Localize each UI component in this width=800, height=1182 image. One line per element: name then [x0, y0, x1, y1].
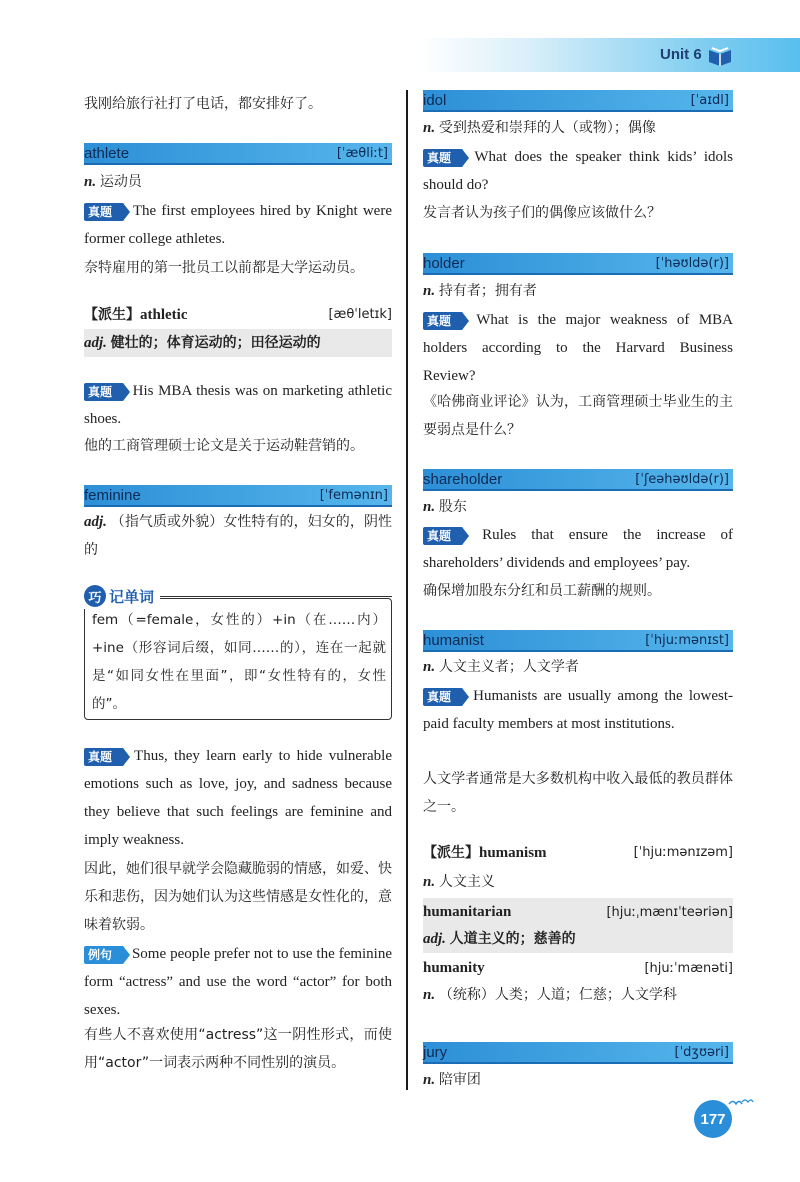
entry-bar-humanist — [423, 630, 733, 652]
meaning: 股东 — [438, 499, 467, 515]
derivative-definition — [84, 329, 392, 357]
headword: feminine — [84, 486, 141, 504]
phonetic: [ˈæθliːt] — [336, 145, 388, 161]
example — [84, 377, 392, 433]
derivative-row — [423, 838, 733, 866]
meaning: 陪审团 — [438, 1072, 481, 1088]
example-cn: 《哈佛商业评论》认为，工商管理硕士毕业生的主要弱点是什么？ — [423, 394, 733, 438]
exam-tag: 真题 — [84, 748, 124, 766]
memo-title-text: 记单词 — [109, 587, 155, 606]
headword: shareholder — [423, 470, 503, 488]
unit-label: Unit 6 — [660, 46, 702, 63]
derivative-phonetic: [hjuːˌmænɪˈteəriən] — [606, 904, 733, 920]
memo-text: fem（=female，女性的）+in（在……内）+ine（形容词后缀，如同……的），连在一起就是“如同女性在里面”，即“女性特有的，女性的”。 — [92, 612, 386, 712]
derivative-tag: 【派生】 — [423, 845, 479, 861]
example-cn: 确保增加股东分红和员工薪酬的规则。 — [423, 583, 661, 599]
part-of-speech: n. — [423, 1072, 436, 1088]
example — [84, 742, 392, 854]
entry-bar-jury — [423, 1042, 733, 1064]
exam-tag: 真题 — [84, 203, 124, 221]
definition — [84, 168, 392, 196]
entry-bar-athlete — [84, 143, 392, 165]
example-en: What is the major weakness of MBA holders according to the Harvard Business Review? — [423, 312, 733, 384]
part-of-speech: n. — [84, 174, 97, 190]
derivative-word: athletic — [140, 307, 188, 323]
example — [423, 143, 733, 199]
meaning: 持有者；拥有者 — [438, 283, 537, 299]
entry-bar-idol — [423, 90, 733, 112]
derivative-word: humanitarian — [423, 903, 512, 920]
example — [84, 197, 392, 253]
phonetic: [ˈʃeəhəʊldə(r)] — [635, 471, 729, 487]
example-en: Humanists are usually among the lowest-paid faculty members at most institutions. — [423, 688, 734, 732]
part-of-speech: adj. — [84, 514, 107, 530]
derivative-word: humanism — [479, 845, 547, 861]
example — [423, 682, 733, 738]
derivative-word: humanity — [423, 959, 485, 976]
part-of-speech: n. — [423, 659, 436, 675]
meaning: 健壮的；体育运动的；田径运动的 — [110, 335, 321, 351]
definition — [423, 493, 733, 521]
definition — [423, 277, 733, 305]
meaning: （统称）人类；人道；仁慈；人文学科 — [438, 987, 677, 1003]
meaning: （指气质或外貌）女性特有的，妇女的，阴性的 — [84, 514, 393, 558]
entry-bar-holder — [423, 253, 733, 275]
column-divider — [406, 90, 408, 1090]
intro-sentence: 我刚给旅行社打了电话，都安排好了。 — [84, 96, 322, 112]
exam-tag: 真题 — [423, 312, 463, 330]
example-en: Rules that ensure the increase of shareholders’ dividends and employees’ pay. — [423, 527, 734, 571]
meaning: 运动员 — [99, 174, 142, 190]
exam-tag: 真题 — [84, 383, 124, 401]
example — [423, 521, 733, 577]
example — [84, 940, 392, 1024]
derivative-phonetic: [hjuːˈmænəti] — [644, 960, 733, 976]
example-en: The first employees hired by Knight were former college athletes. — [84, 203, 392, 247]
derivative-row — [423, 898, 733, 926]
meaning: 人文主义 — [438, 874, 495, 890]
part-of-speech: n. — [423, 120, 436, 136]
example-cn: 发言者认为孩子们的偶像应该做什么？ — [423, 205, 661, 221]
meaning: 人文主义者；人文学者 — [438, 659, 579, 675]
derivative-definition — [423, 925, 733, 953]
phonetic: [ˈdʒʊəri] — [674, 1044, 729, 1060]
definition — [423, 653, 733, 681]
part-of-speech: n. — [423, 987, 436, 1003]
headword: jury — [423, 1043, 448, 1061]
example-cn: 因此，她们很早就学会隐藏脆弱的情感，如爱、快乐和悲伤，因为她们认为这些情感是女性化的，意味着软弱。 — [84, 861, 392, 933]
derivative-row — [84, 300, 392, 328]
example-cn: 有些人不喜欢使用“actress”这一阴性形式，而使用“actor”一词表示两种不同性别的演员。 — [84, 1027, 392, 1071]
example-cn: 他的工商管理硕士论文是关于运动鞋营销的。 — [84, 438, 364, 454]
example-en: His MBA thesis was on marketing athletic shoes. — [84, 383, 392, 427]
page-number: 177 — [694, 1100, 732, 1138]
memo-icon: 巧 — [84, 585, 106, 607]
phonetic: [ˈaɪdl] — [690, 92, 729, 108]
headword: holder — [423, 254, 465, 272]
phonetic: [ˈhəʊldə(r)] — [655, 255, 729, 271]
headword: humanist — [423, 631, 484, 649]
birds-icon — [728, 1096, 754, 1110]
book-icon — [707, 44, 733, 68]
part-of-speech: adj. — [423, 931, 446, 947]
entry-bar-shareholder — [423, 469, 733, 491]
exam-tag: 真题 — [423, 149, 463, 167]
derivative-tag: 【派生】 — [84, 307, 140, 323]
meaning: 受到热爱和崇拜的人（或物）；偶像 — [438, 120, 656, 136]
phonetic: [ˈhjuːmənɪst] — [645, 632, 729, 648]
memo-divider — [160, 596, 392, 597]
part-of-speech: n. — [423, 874, 436, 890]
example-en: What does the speaker think kids’ idols should do? — [423, 149, 733, 193]
meaning: 人道主义的；慈善的 — [449, 931, 576, 947]
example-en: Thus, they learn early to hide vulnerable emotions such as love, joy, and sadness because they believe that such feelings are feminine and imply weakness. — [84, 748, 393, 848]
example-en: Some people prefer not to use the feminine form “actress” and use the word “actor” for both sexes. — [84, 946, 393, 1018]
derivative-definition — [423, 981, 733, 1009]
example — [423, 306, 733, 390]
headword: athlete — [84, 144, 130, 162]
derivative-phonetic: [æθˈletɪk] — [328, 306, 392, 322]
part-of-speech: n. — [423, 499, 436, 515]
derivative-phonetic: [ˈhjuːmənɪzəm] — [633, 844, 733, 860]
exam-tag: 真题 — [423, 688, 463, 706]
exam-tag: 真题 — [423, 527, 463, 545]
part-of-speech: adj. — [84, 335, 107, 351]
entry-bar-feminine — [84, 485, 392, 507]
example-cn: 人文学者通常是大多数机构中收入最低的教员群体之一。 — [423, 771, 733, 815]
derivative-row — [423, 954, 733, 982]
phonetic: [ˈfemənɪn] — [319, 487, 388, 503]
part-of-speech: n. — [423, 283, 436, 299]
definition — [423, 1066, 733, 1094]
header-band — [420, 38, 800, 72]
derivative-definition — [423, 868, 733, 896]
example-tag: 例句 — [84, 946, 124, 964]
definition — [84, 508, 392, 564]
headword: idol — [423, 91, 447, 109]
definition — [423, 114, 733, 142]
example-cn: 奈特雇用的第一批员工以前都是大学运动员。 — [84, 260, 364, 276]
